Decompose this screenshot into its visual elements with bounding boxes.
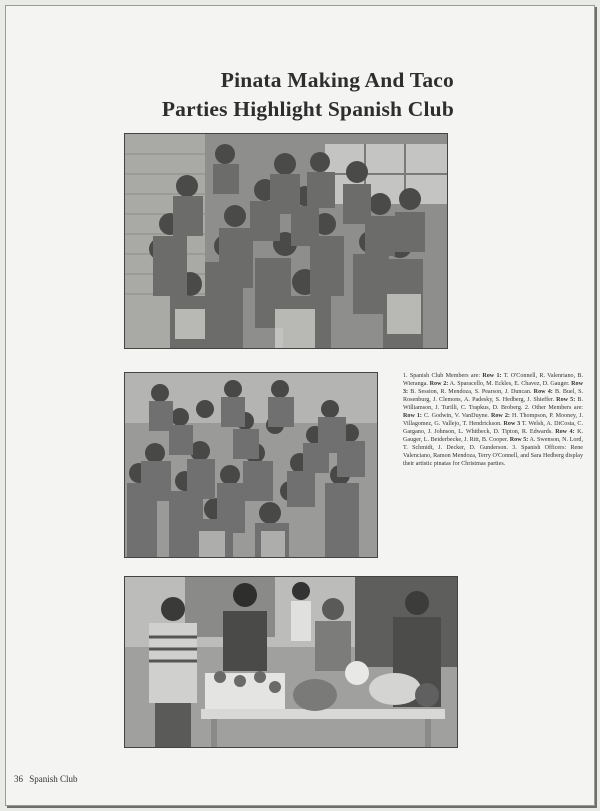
caption-row-5-label: Row 5: [556,397,576,403]
caption-row-3-label: Row 3: [403,381,583,395]
caption-row-4-label: Row 4: [533,389,553,395]
headline-line-2: Parties Highlight Spanish Club [161,97,454,121]
group-photo-members [124,133,448,349]
caption-row-1-label: Row 1: [482,373,502,379]
caption-row-1: T. O'Connell, R. Valenriano, B. Wieranga. [403,373,583,387]
photo-caption [403,372,583,468]
caption-other-row-3-label: Row 3 [503,421,521,427]
caption-other-row-1-label: Row 1: [403,413,422,419]
caption-other-row-4: K. Gauger, L. Beiderbecke, J. Ritt, B. Cooper. [403,429,584,443]
caption-row-5: B. Williamson, J. Turilli, C. Trapkus, D. Broberg. 2. Other Members are: [403,397,583,411]
section-name: Spanish Club [29,774,78,784]
caption-other-row-2: H. Thompson, P. Mooney, J. Villagomez, G. Vallejo, T. Hendrickson. [403,413,584,427]
group-photo-other-members [124,372,378,558]
officers-pinata-photo [124,576,458,748]
caption-other-row-5: A. Swenson, N. Lord, T. Schmidt, J. Decker, D. Gunderson. 3. Spanish Officers: Rene Valenciano, Ramon Mendoza, Terry O'Connell, and Sara Hedberg display their artistic pinatas for Christmas parties. [403,437,584,467]
caption-row-2: A. Sparacello, M. Eckles, E. Chavez, D. Gauger. [448,381,572,387]
caption-other-row-5-label: Row 5: [509,437,529,443]
caption-row-2-label: Row 2: [429,381,449,387]
caption-other-row-4-label: Row 4: [555,429,575,435]
headline-line-1: Pinata Making And Taco [220,68,454,92]
caption-intro: 1. Spanish Club Members are: [403,373,483,379]
caption-row-4: B. Buel, S. Rosenburg, J. Clemons, A. Padesky, S. Hedberg, J. Shieffer. [403,389,584,403]
page-number: 36 [14,774,23,784]
caption-row-3: B. Session, R. Mendoza, S. Pearson, J. Duncan. [408,389,534,395]
caption-other-row-3: T. Welsh, A. DiCosta, C. Gargano, J. Johnson, L. Whitbeck, D. Tipton, R. Edwards. [403,421,583,435]
page-headline [162,66,454,124]
caption-other-row-1: C. Godwin, V. VanDuyne. [421,413,491,419]
page-folio [14,774,78,784]
yearbook-page [5,5,595,806]
caption-other-row-2-label: Row 2: [490,413,510,419]
